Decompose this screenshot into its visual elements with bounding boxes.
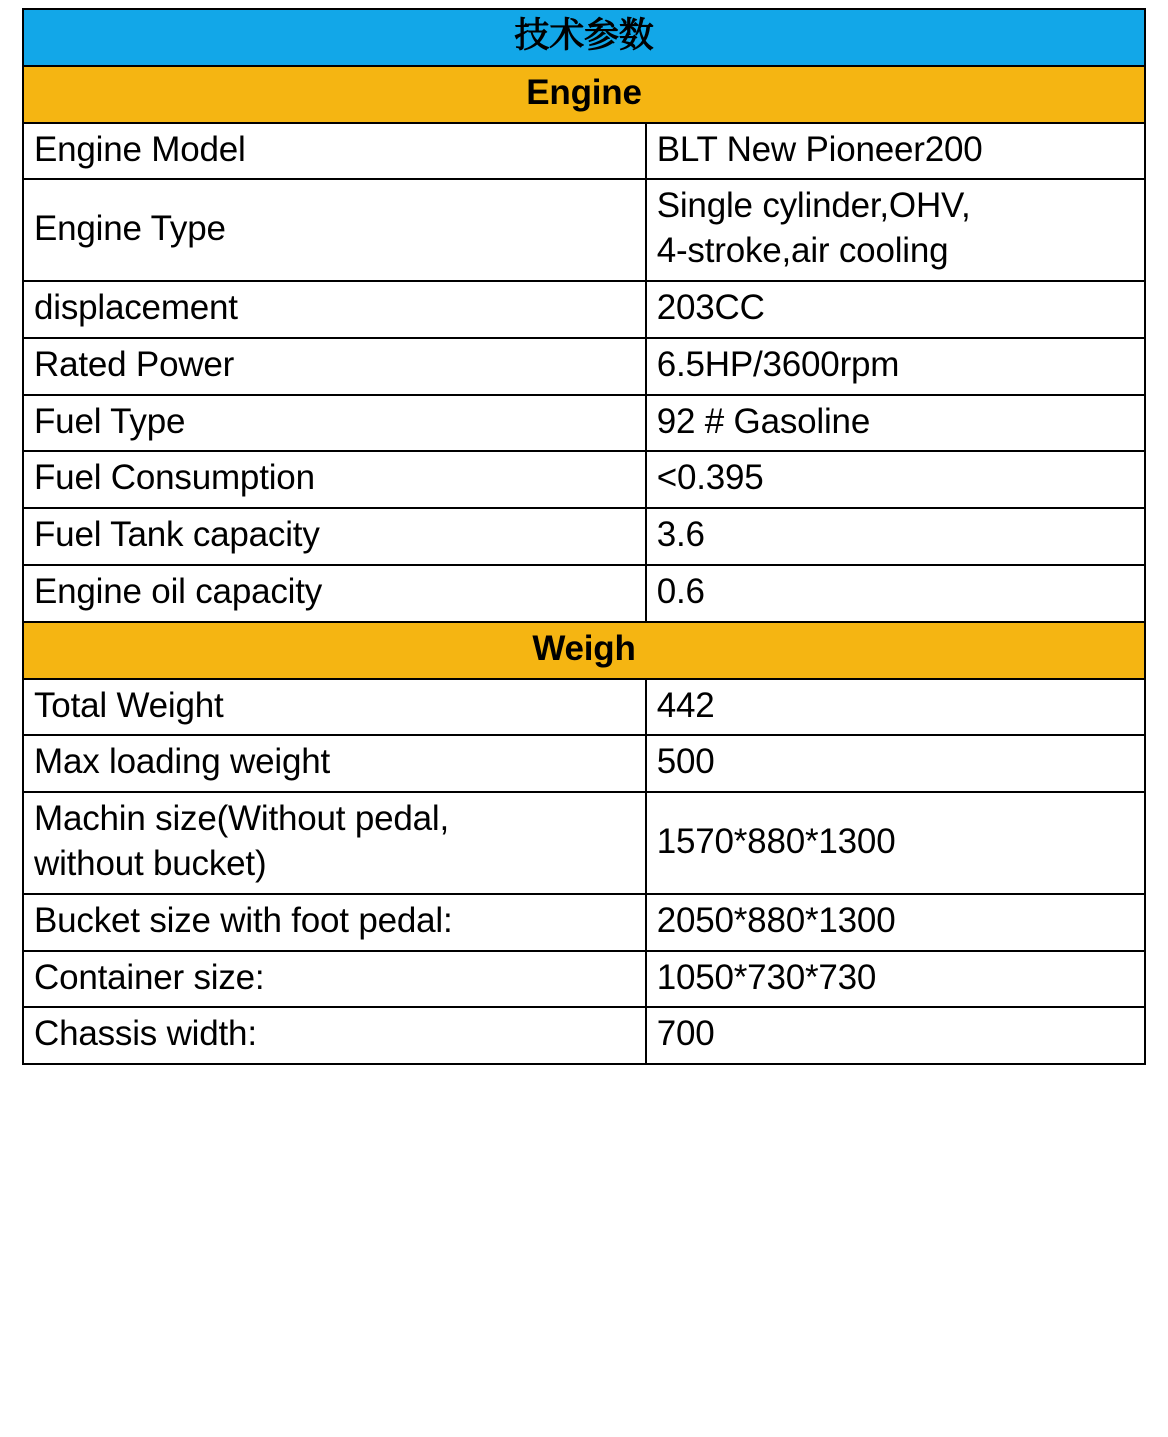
- table-row: [23, 395, 1145, 452]
- spec-label: Engine Model: [23, 123, 646, 180]
- spec-label: Total Weight: [23, 679, 646, 736]
- spec-label: Chassis width:: [23, 1007, 646, 1064]
- section-header-weigh: [23, 622, 1145, 679]
- spec-value: 203CC: [646, 281, 1145, 338]
- table-row: [23, 1007, 1145, 1064]
- spec-label: Fuel Consumption: [23, 451, 646, 508]
- spec-label: Container size:: [23, 951, 646, 1008]
- spec-value: 1050*730*730: [646, 951, 1145, 1008]
- section-header-label: Engine: [23, 66, 1145, 123]
- spec-value: 0.6: [646, 565, 1145, 622]
- table-row: [23, 338, 1145, 395]
- spec-label: Engine oil capacity: [23, 565, 646, 622]
- spec-label: Rated Power: [23, 338, 646, 395]
- table-row: [23, 281, 1145, 338]
- table-row: [23, 792, 1145, 894]
- spec-value: 6.5HP/3600rpm: [646, 338, 1145, 395]
- spec-value: 92 # Gasoline: [646, 395, 1145, 452]
- spec-value: 700: [646, 1007, 1145, 1064]
- table-row: [23, 894, 1145, 951]
- technical-parameters-table: [22, 8, 1146, 1065]
- spec-label: Max loading weight: [23, 735, 646, 792]
- spec-label: Fuel Type: [23, 395, 646, 452]
- spec-value: 500: [646, 735, 1145, 792]
- spec-label: Bucket size with foot pedal:: [23, 894, 646, 951]
- spec-value: 442: [646, 679, 1145, 736]
- table-row: [23, 679, 1145, 736]
- spec-label: Engine Type: [23, 179, 646, 281]
- spec-value: BLT New Pioneer200: [646, 123, 1145, 180]
- spec-value: 2050*880*1300: [646, 894, 1145, 951]
- table-row: [23, 951, 1145, 1008]
- table-row: [23, 123, 1145, 180]
- table-row: [23, 565, 1145, 622]
- table-title-row: [23, 9, 1145, 66]
- spec-label: Fuel Tank capacity: [23, 508, 646, 565]
- table-row: [23, 735, 1145, 792]
- spec-label: displacement: [23, 281, 646, 338]
- table-title: 技术参数: [23, 9, 1145, 66]
- section-header-label: Weigh: [23, 622, 1145, 679]
- section-header-engine: [23, 66, 1145, 123]
- spec-value: Single cylinder,OHV, 4-stroke,air cooling: [646, 179, 1145, 281]
- spec-value: 3.6: [646, 508, 1145, 565]
- spec-value: <0.395: [646, 451, 1145, 508]
- spec-label: Machin size(Without pedal, without bucket): [23, 792, 646, 894]
- spec-value: 1570*880*1300: [646, 792, 1145, 894]
- table-row: [23, 451, 1145, 508]
- table-row: [23, 508, 1145, 565]
- table-row: [23, 179, 1145, 281]
